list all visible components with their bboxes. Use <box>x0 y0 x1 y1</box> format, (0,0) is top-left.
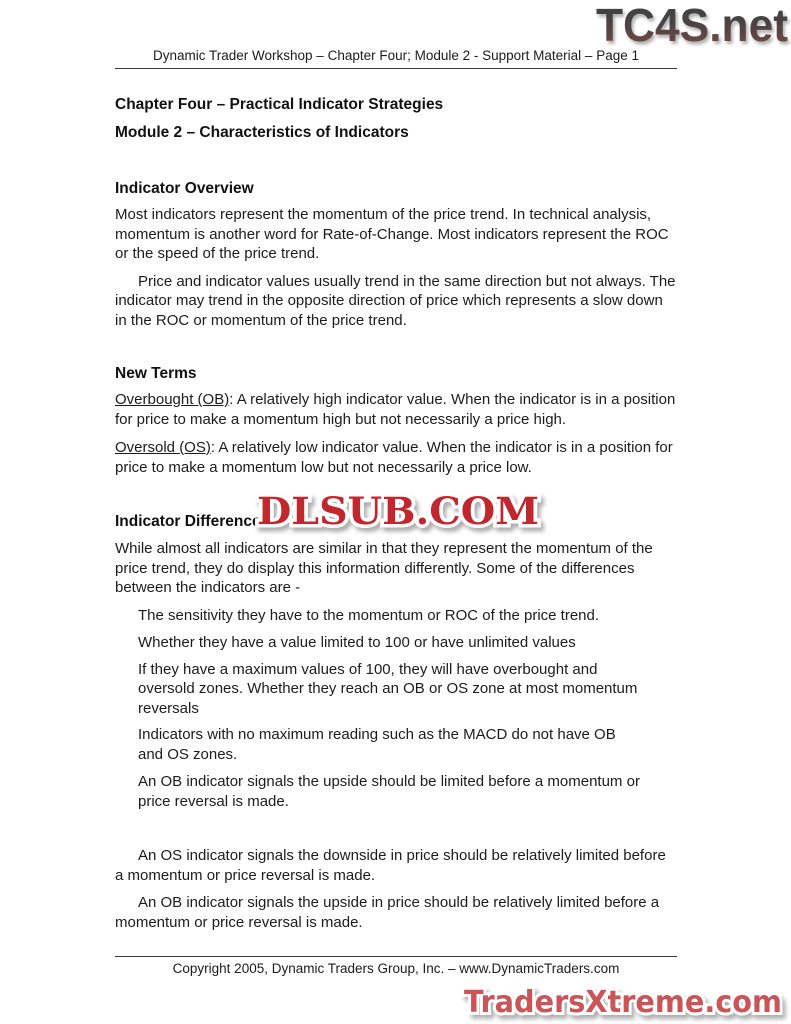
chapter-title: Chapter Four – Practical Indicator Strategies <box>115 96 444 113</box>
header-rule <box>115 68 677 69</box>
page-footer <box>115 956 677 976</box>
differences-item-4: Indicators with no maximum reading such as the MACD do not have OB and OS zones. <box>138 726 616 763</box>
differences-item-3: If they have a maximum values of 100, they will have overbought and oversold zones. Whether they reach an OB or OS zone at most momentum reversals <box>138 660 638 717</box>
tc4s-logo-svg <box>594 0 790 50</box>
section-heading-indicator-differences: Indicator Differences <box>115 513 270 530</box>
differences-item-2: Whether they have a value limited to 100 or have unlimited values <box>138 634 576 651</box>
tc4s-logo-text: TC4S.net <box>596 0 788 50</box>
tradersxtreme-watermark-logo <box>458 978 790 1024</box>
tradersxtreme-logo-text: TradersXtreme.com <box>464 985 782 1020</box>
term-oversold: Oversold (OS) <box>115 439 211 456</box>
term-definition-overbought <box>115 390 677 429</box>
overview-paragraph-2: Price and indicator values usually trend in the same direction but not always. The indicator may trend in the opposite direction of price which represents a slow down in the ROC or momentum of the price trend. <box>115 272 676 329</box>
copyright-text: Copyright 2005, Dynamic Traders Group, Inc. – www.DynamicTraders.com <box>172 961 620 976</box>
differences-item-1: The sensitivity they have to the momentum or ROC of the price trend. <box>138 606 600 624</box>
term-oversold-definition: : A relatively low indicator value. When the indicator is in a position for price to make a momentum low but not necessarily a price low. <box>115 439 673 476</box>
term-definition-oversold <box>115 438 677 477</box>
overview-paragraph-1: Most indicators represent the momentum of the price trend. In technical analysis, momentum is another word for Rate-of-Change. Most indicators represent the ROC or the speed of the price trend. <box>115 206 669 262</box>
differences-intro: While almost all indicators are similar in that they represent the momentum of the price trend, they do display this information differently. Some of the differences between the indicators are - <box>115 540 653 596</box>
dlsub-watermark-logo <box>250 484 546 543</box>
tradersxtreme-logo-svg <box>458 978 790 1024</box>
module-title: Module 2 – Characteristics of Indicators <box>115 124 409 141</box>
closing-paragraph-2: An OB indicator signals the upside in price should be relatively limited before a momentum or price reversal is made. <box>115 894 660 931</box>
page-content <box>115 0 677 932</box>
closing-paragraph-1: An OS indicator signals the downside in price should be relatively limited before a momentum or price reversal is made. <box>115 847 666 884</box>
dlsub-logo-svg <box>250 484 546 538</box>
tc4s-watermark-logo <box>594 0 790 55</box>
term-overbought-definition: : A relatively high indicator value. When the indicator is in a position for price to make a momentum high but not necessarily a price high. <box>115 391 676 428</box>
differences-item-5: An OB indicator signals the upside should be limited before a momentum or price reversal is made. <box>138 773 640 810</box>
footer-rule <box>115 956 677 957</box>
dlsub-logo-text: DLSUB.COM <box>257 489 539 533</box>
running-header: Dynamic Trader Workshop – Chapter Four; Module 2 - Support Material – Page 1 <box>153 48 639 63</box>
section-heading-new-terms: New Terms <box>115 365 197 382</box>
term-overbought: Overbought (OB) <box>115 391 230 408</box>
section-heading-indicator-overview: Indicator Overview <box>115 180 254 197</box>
